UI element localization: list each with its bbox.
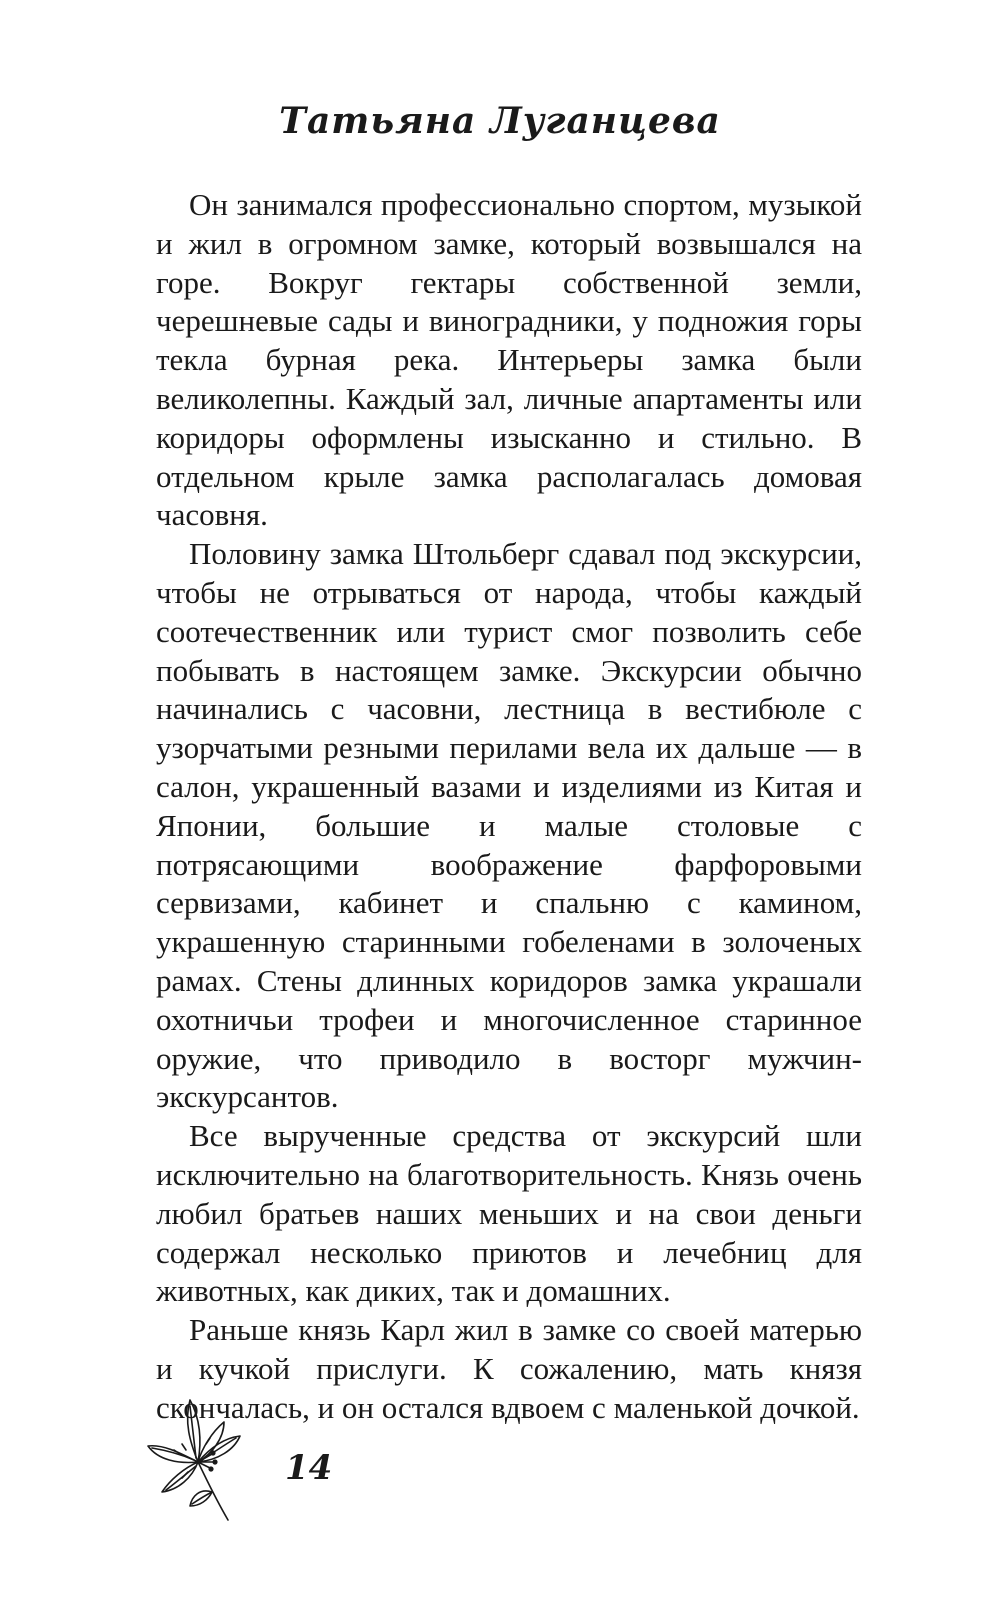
paragraph: Все вырученные средства от экскурсий шли исключительно на благотворительность. Князь очень любил братьев наших меньших и на свои деньги содержал несколько приютов и лечебниц для животных, как диких, так и домашних. bbox=[156, 1118, 862, 1309]
lily-flower-icon bbox=[140, 1392, 250, 1524]
body-text bbox=[156, 186, 862, 1428]
paragraph: Раньше князь Карл жил в замке со своей матерью и кучкой прислуги. К сожалению, мать князя скончалась, и он остался вдвоем с маленькой дочкой. bbox=[156, 1312, 862, 1425]
running-title: Татьяна Луганцева bbox=[279, 100, 721, 142]
page-footer bbox=[140, 1392, 360, 1532]
paragraph: Он занимался профессионально спортом, музыкой и жил в огромном замке, который возвышался на горе. Вокруг гектары собственной земли, черешневые сады и виноградники, у подножия горы текла бурная река. Интерьеры замка были великолепны. Каждый зал, личные апартаменты или коридоры оформлены изысканно и стильно. В отдельном крыле замка располагалась домовая часовня. bbox=[156, 187, 862, 533]
paragraph: Половину замка Штольберг сдавал под экскурсии, чтобы не отрываться от народа, чтобы каждый соотечественник или турист смог позволить себе побывать в настоящем замке. Экскурсии обычно начинались с часовни, лестница в вестибюле с узорчатыми резными перилами вела их дальше — в салон, украшенный вазами и изделиями из Китая и Японии, большие и малые столовые с потрясающими воображение фарфоровыми сервизами, кабинет и спальню с камином, украшенную старинными гобеленами в золоченых рамах. Стены длинных коридоров замка украшали охотничьи трофеи и многочисленное старинное оружие, что приводило в восторг мужчин-экскурсантов. bbox=[156, 536, 862, 1115]
page-number: 14 bbox=[285, 1448, 333, 1488]
